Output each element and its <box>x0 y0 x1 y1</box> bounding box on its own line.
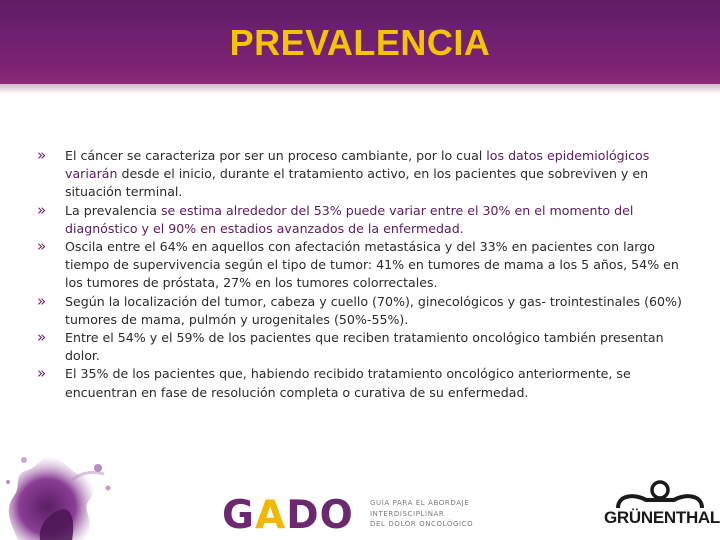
bullet-item <box>37 147 687 202</box>
bullet-text: El 35% de los pacientes que, habiendo recibido tratamiento oncológico anteriormente, se encuentran en fase de resolución completa o curativa de su enfermedad. <box>65 366 631 400</box>
bullet-text: El cáncer se caracteriza por ser un proceso cambiante, por lo cual <box>65 148 487 163</box>
grunenthal-emblem-icon <box>604 478 716 510</box>
ink-splash-decoration <box>0 430 125 540</box>
bullet-text: Según la localización del tumor, cabeza y cuello (70%), ginecológicos y gas- trointestinales (60%) tumores de mama, pulmón y urogenitales (50%-55%). <box>65 293 682 327</box>
double-chevron-right-icon: » <box>37 146 47 164</box>
bullet-item <box>37 365 687 401</box>
gado-tagline-line-1: GUÍA PARA EL ABORDAJE <box>370 499 470 507</box>
bullet-text: desde el inicio, durante el tratamiento activo, en los pacientes que sobreviven y en situación terminal. <box>65 166 649 200</box>
bullet-text: Entre el 54% y el 59% de los pacientes que reciben tratamiento oncológico también presentan dolor. <box>65 330 664 364</box>
gado-letters-do: DO <box>286 493 354 538</box>
double-chevron-right-icon: » <box>37 328 47 347</box>
double-chevron-right-icon: » <box>37 291 47 310</box>
slide-title: PREVALENCIA <box>229 22 491 63</box>
gado-letter-a: A <box>255 493 287 538</box>
double-chevron-right-icon: » <box>37 200 47 219</box>
gado-letter-g: G <box>222 493 256 538</box>
highlighted-text: se estima alrededor del 53% puede variar entre el 30% en el momento del diagnóstico y el 90% en estadios avanzados de la enfermedad. <box>65 202 634 236</box>
bullet-item <box>37 293 687 329</box>
double-chevron-right-icon: » <box>37 364 47 383</box>
bullet-text: La prevalencia <box>65 202 161 218</box>
bullet-item <box>37 238 687 293</box>
bullet-item <box>37 202 687 238</box>
bullet-text: Oscila entre el 64% en aquellos con afectación metastásica y del 33% en pacientes con largo tiempo de supervivencia según el tipo de tumor: 41% en tumores de mama a los 5 años, 54% en los tumores de próstata, 27% en los tumores colorrectales. <box>65 239 679 291</box>
double-chevron-right-icon: » <box>37 237 47 256</box>
gado-tagline-line-3: DEL DOLOR ONCOLÓGICO <box>370 520 474 528</box>
grunenthal-wordmark: GRÜNENTHAL <box>604 508 720 527</box>
banner-shadow <box>0 84 720 94</box>
bullet-list <box>37 147 687 402</box>
gado-wordmark <box>222 493 354 538</box>
grunenthal-logo <box>604 478 720 532</box>
gado-tagline-line-2: INTERDISCIPLINAR <box>370 509 445 518</box>
gado-tagline <box>370 498 500 530</box>
bullet-item <box>37 329 687 365</box>
highlighted-text: los datos epidemiológicos variarán <box>65 148 650 182</box>
